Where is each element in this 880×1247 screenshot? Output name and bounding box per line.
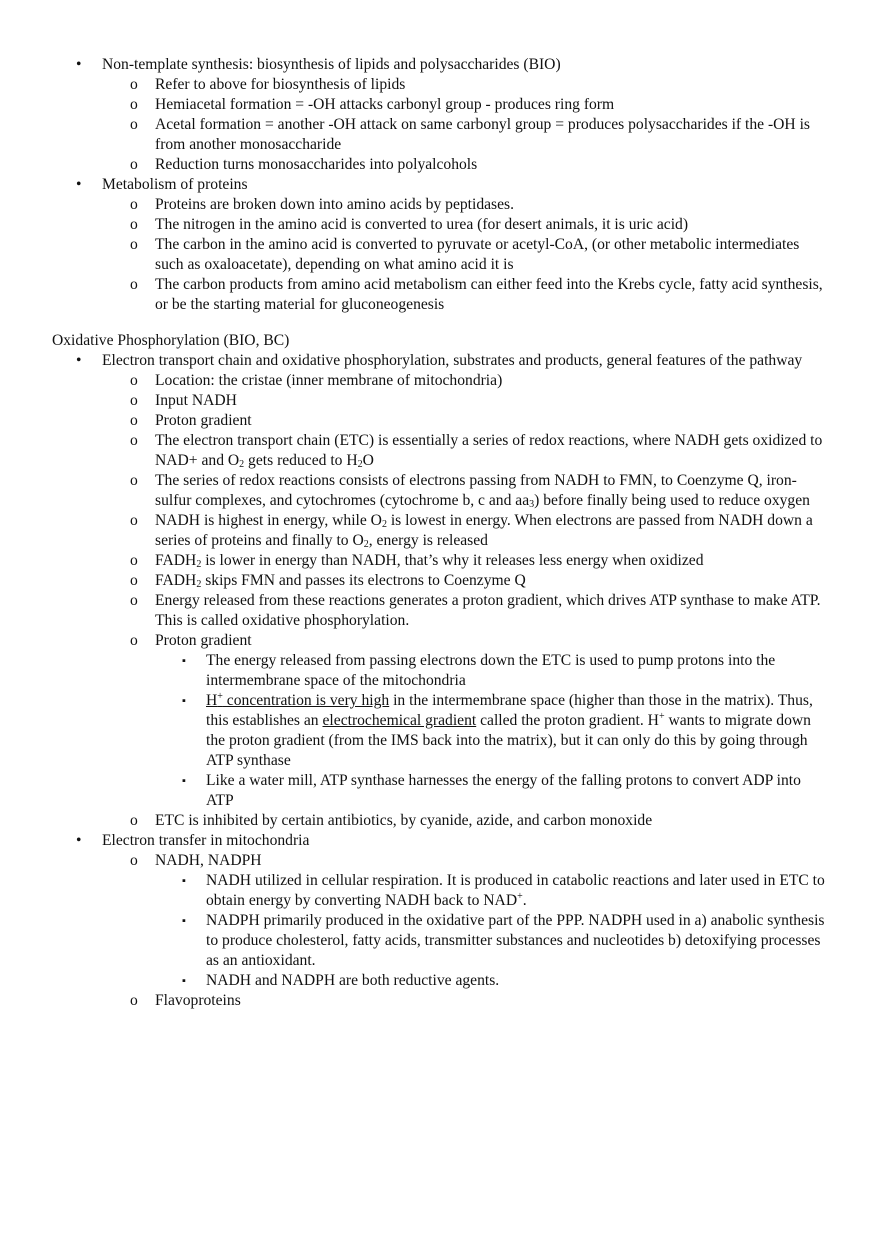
bullet-text: Non-template synthesis: biosynthesis of lipids and polysaccharides (BIO) <box>102 56 561 73</box>
bullet-marker: • <box>76 56 82 73</box>
sub-sub-item <box>0 771 880 811</box>
circle-marker: o <box>130 812 138 829</box>
circle-marker: o <box>130 276 138 293</box>
circle-marker: o <box>130 216 138 233</box>
text-run: concentration is very high <box>222 692 390 709</box>
sub-item <box>0 631 880 651</box>
bullet-item-electron-transfer <box>0 831 880 851</box>
sub-sub-item <box>0 691 880 771</box>
text-run: ) before finally being used to reduce oxygen <box>534 492 810 509</box>
text-run: NADH is highest in energy, while O <box>155 512 382 529</box>
circle-marker: o <box>130 392 138 409</box>
sub-item <box>0 371 880 391</box>
sub-item <box>0 195 880 215</box>
text-run: skips FMN and passes its electrons to Coenzyme Q <box>201 572 526 589</box>
sub-item <box>0 75 880 95</box>
circle-marker: o <box>130 412 138 429</box>
text-run: gets reduced to H <box>244 452 358 469</box>
bullet-text: Metabolism of proteins <box>102 176 248 193</box>
subscript: 3 <box>529 499 535 510</box>
sub-item-text <box>155 511 827 551</box>
subscript: 2 <box>363 539 369 550</box>
circle-marker: o <box>130 372 138 389</box>
text-run: wants to migrate down the proton gradient (from the IMS back into the matrix), but it can only do this by going through ATP synthase <box>206 712 811 769</box>
sub-item <box>0 235 880 275</box>
sub-item-text: Proton gradient <box>155 412 252 429</box>
text-run: H <box>206 692 218 709</box>
document-page <box>0 55 880 1011</box>
sub-item-text: The carbon in the amino acid is converted to pyruvate or acetyl-CoA, (or other metabolic intermediates such as oxaloacetate), depending on what amino acid it is <box>155 236 800 273</box>
sub-sub-item <box>0 651 880 691</box>
sub-item-text: Refer to above for biosynthesis of lipids <box>155 76 406 93</box>
sub-item-text <box>155 571 827 591</box>
superscript: + <box>658 711 665 722</box>
sub-sub-item-text: NADH and NADPH are both reductive agents. <box>206 972 500 989</box>
text-run: in the intermembrane space (higher than those in the matrix). Thus, this establishes an <box>206 692 813 729</box>
sub-item-text: Location: the cristae (inner membrane of mitochondria) <box>155 372 503 389</box>
sub-item <box>0 391 880 411</box>
square-marker: ▪ <box>182 875 186 887</box>
sub-sub-item-text <box>206 871 828 911</box>
sub-item-text: Reduction turns monosaccharides into polyalcohols <box>155 156 478 173</box>
sub-item <box>0 215 880 235</box>
bullet-item-electron-transport-chain <box>0 351 880 371</box>
circle-marker: o <box>130 852 138 869</box>
text-run: O <box>362 452 374 469</box>
sub-sub-item <box>0 871 880 911</box>
text-run: NADH utilized in cellular respiration. It is produced in catabolic reactions and later used in ETC to obtain energy by converting NADH back to NAD <box>206 872 825 909</box>
sub-item-text <box>155 471 827 511</box>
circle-marker: o <box>130 472 138 489</box>
circle-marker: o <box>130 992 138 1009</box>
underlined-text: electrochemical gradient <box>322 712 477 729</box>
sub-item-text: Input NADH <box>155 392 237 409</box>
circle-marker: o <box>130 572 138 589</box>
subscript: 2 <box>381 519 387 530</box>
section-heading: Oxidative Phosphorylation (BIO, BC) <box>52 332 290 349</box>
sub-item <box>0 275 880 315</box>
bullet-text: Electron transfer in mitochondria <box>102 832 310 849</box>
sub-item <box>0 551 880 571</box>
sub-item-text: Flavoproteins <box>155 992 241 1009</box>
bullet-text: Electron transport chain and oxidative phosphorylation, substrates and products, general features of the pathway <box>102 352 803 369</box>
superscript: + <box>517 891 523 902</box>
text-run: FADH <box>155 572 197 589</box>
square-marker: ▪ <box>182 655 186 667</box>
square-marker: ▪ <box>182 915 186 927</box>
bullet-item-metabolism-of-proteins <box>0 175 880 195</box>
sub-item-text: Acetal formation = another -OH attack on same carbonyl group = produces polysaccharides if the -OH is from another monosaccharide <box>155 116 810 153</box>
circle-marker: o <box>130 156 138 173</box>
sub-item <box>0 511 880 551</box>
square-marker: ▪ <box>182 975 186 987</box>
circle-marker: o <box>130 76 138 93</box>
circle-marker: o <box>130 512 138 529</box>
sub-item <box>0 431 880 471</box>
subscript: 2 <box>196 579 202 590</box>
text-run: is lower in energy than NADH, that’s why it releases less energy when oxidized <box>201 552 704 569</box>
square-marker: ▪ <box>182 775 186 787</box>
subscript: 2 <box>357 459 363 470</box>
circle-marker: o <box>130 236 138 253</box>
text-run: called the proton gradient. H <box>476 712 659 729</box>
circle-marker: o <box>130 432 138 449</box>
sub-sub-item <box>0 911 880 971</box>
subscript: 2 <box>196 559 202 570</box>
sub-item-text: Proton gradient <box>155 632 252 649</box>
sub-item-text <box>155 431 827 471</box>
sub-item <box>0 571 880 591</box>
sub-item <box>0 991 880 1011</box>
sub-item-text: Energy released from these reactions generates a proton gradient, which drives ATP synthase to make ATP. This is called oxidative phosphorylation. <box>155 592 821 629</box>
circle-marker: o <box>130 552 138 569</box>
sub-item <box>0 95 880 115</box>
sub-sub-item-text: Like a water mill, ATP synthase harnesses the energy of the falling protons to convert ADP into ATP <box>206 772 801 809</box>
sub-item <box>0 155 880 175</box>
square-marker: ▪ <box>182 695 186 707</box>
text-run: , energy is released <box>368 532 488 549</box>
sub-item <box>0 591 880 631</box>
text-run: The electron transport chain (ETC) is essentially a series of redox reactions, where NADH gets oxidized to NAD+ and O <box>155 432 823 469</box>
underlined-text <box>206 692 389 709</box>
sub-item <box>0 471 880 511</box>
sub-sub-item-text <box>206 691 828 771</box>
sub-item <box>0 115 880 155</box>
sub-sub-item-text: The energy released from passing electrons down the ETC is used to pump protons into the intermembrane space of the mitochondria <box>206 652 776 689</box>
sub-item <box>0 851 880 871</box>
subscript: 2 <box>239 459 245 470</box>
sub-item <box>0 411 880 431</box>
superscript: + <box>217 691 223 702</box>
text-run: The series of redox reactions consists of electrons passing from NADH to FMN, to Coenzyme Q, iron-sulfur complexes, and cytochromes (cytochrome b, c and aa <box>155 472 797 509</box>
sub-item <box>0 811 880 831</box>
sub-item-text: Proteins are broken down into amino acids by peptidases. <box>155 196 515 213</box>
sub-item-text: ETC is inhibited by certain antibiotics, by cyanide, azide, and carbon monoxide <box>155 812 653 829</box>
circle-marker: o <box>130 96 138 113</box>
sub-sub-item <box>0 971 880 991</box>
sub-item-text: NADH, NADPH <box>155 852 262 869</box>
bullet-marker: • <box>76 832 82 849</box>
text-run: . <box>522 892 527 909</box>
circle-marker: o <box>130 632 138 649</box>
sub-item-text: Hemiacetal formation = -OH attacks carbonyl group - produces ring form <box>155 96 615 113</box>
bullet-marker: • <box>76 352 82 369</box>
circle-marker: o <box>130 592 138 609</box>
circle-marker: o <box>130 116 138 133</box>
sub-item-text: The nitrogen in the amino acid is converted to urea (for desert animals, it is uric acid) <box>155 216 689 233</box>
bullet-item-non-template-synthesis <box>0 55 880 75</box>
bullet-marker: • <box>76 176 82 193</box>
sub-item-text <box>155 551 827 571</box>
sub-item-text: The carbon products from amino acid metabolism can either feed into the Krebs cycle, fatty acid synthesis, or be the starting material for gluconeogenesis <box>155 276 823 313</box>
text-run: is lowest in energy. When electrons are passed from NADH down a series of proteins and finally to O <box>155 512 813 549</box>
text-run: FADH <box>155 552 197 569</box>
sub-sub-item-text: NADPH primarily produced in the oxidative part of the PPP. NADPH used in a) anabolic synthesis to produce cholesterol, fatty acids, transmitter substances and nucleotides b) detoxifying processes as an antioxidant. <box>206 912 825 969</box>
circle-marker: o <box>130 196 138 213</box>
